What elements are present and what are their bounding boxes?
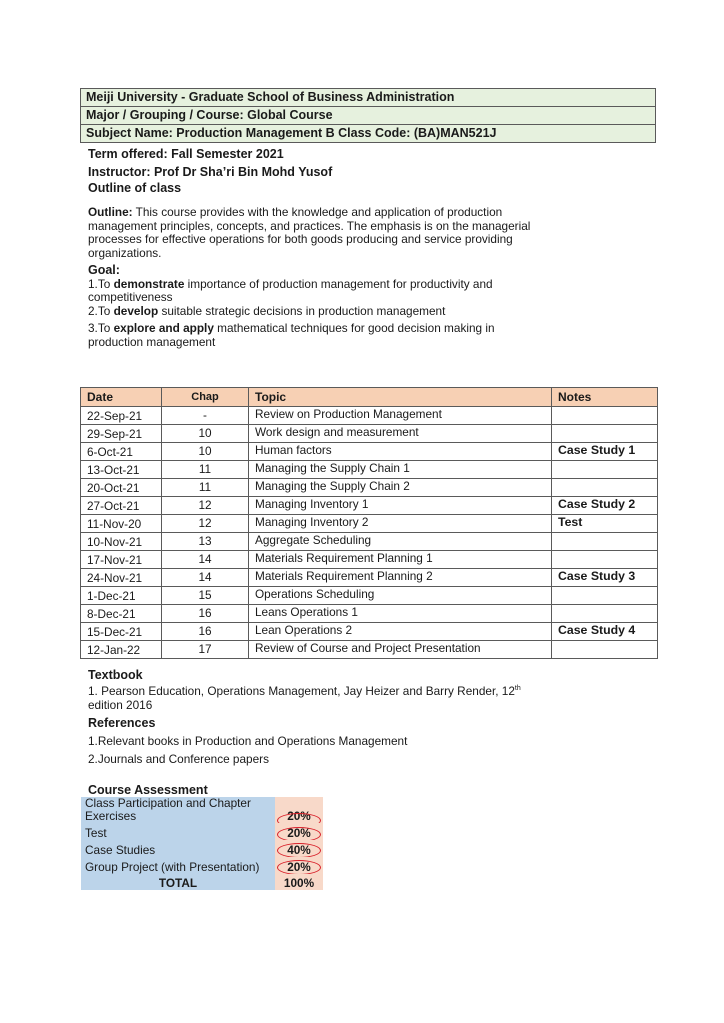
schedule-row xyxy=(81,605,658,623)
assessment-value: 20% xyxy=(275,823,323,840)
schedule-topic: Leans Operations 1 xyxy=(249,605,552,623)
assessment-value: 20% xyxy=(275,797,323,823)
total-label: TOTAL xyxy=(81,874,275,890)
schedule-chap: 10 xyxy=(162,443,249,461)
schedule-notes: Test xyxy=(552,515,658,533)
schedule-chap: - xyxy=(162,407,249,425)
schedule-topic: Review of Course and Project Presentation xyxy=(249,641,552,659)
course-meta xyxy=(88,146,332,196)
schedule-date: 17-Nov-21 xyxy=(81,551,162,569)
reference-item: 1.Relevant books in Production and Operations Management xyxy=(88,733,408,748)
col-chap: Chap xyxy=(162,388,249,407)
goal-item: 1.To demonstrate importance of production management for productivity and competitiveness xyxy=(88,276,493,304)
schedule-date: 24-Nov-21 xyxy=(81,569,162,587)
schedule-date: 8-Dec-21 xyxy=(81,605,162,623)
schedule-notes: Case Study 1 xyxy=(552,443,658,461)
schedule-notes: Case Study 2 xyxy=(552,497,658,515)
schedule-chap: 16 xyxy=(162,623,249,641)
schedule-row xyxy=(81,425,658,443)
schedule-notes xyxy=(552,461,658,479)
assessment-value: 20% xyxy=(275,857,323,874)
schedule-notes xyxy=(552,533,658,551)
schedule-topic: Materials Requirement Planning 1 xyxy=(249,551,552,569)
schedule-row xyxy=(81,443,658,461)
schedule-topic: Aggregate Scheduling xyxy=(249,533,552,551)
textbook-entry: 1. Pearson Education, Operations Management, Jay Heizer and Barry Render, 12th edition 2016 xyxy=(88,683,521,712)
schedule-chap: 14 xyxy=(162,551,249,569)
assessment-label: Test xyxy=(81,823,275,840)
schedule-topic: Operations Scheduling xyxy=(249,587,552,605)
col-topic: Topic xyxy=(249,388,552,407)
assessment-row xyxy=(81,840,323,857)
schedule-notes xyxy=(552,479,658,497)
schedule-row xyxy=(81,569,658,587)
schedule-row xyxy=(81,641,658,659)
col-date: Date xyxy=(81,388,162,407)
schedule-chap: 14 xyxy=(162,569,249,587)
assessment-total-row xyxy=(81,874,323,890)
total-value: 100% xyxy=(275,874,323,890)
subject-name: Subject Name: Production Management B Class Code: (BA)MAN521J xyxy=(81,125,656,143)
goal-item: 3.To explore and apply mathematical techniques for good decision making in production management xyxy=(88,321,495,349)
assessment-label: Class Participation and Chapter Exercises xyxy=(81,797,275,823)
schedule-chap: 12 xyxy=(162,515,249,533)
schedule-date: 22-Sep-21 xyxy=(81,407,162,425)
schedule-chap: 10 xyxy=(162,425,249,443)
schedule-chap: 12 xyxy=(162,497,249,515)
assessment-heading: Course Assessment xyxy=(88,783,208,797)
schedule-chap: 13 xyxy=(162,533,249,551)
schedule-date: 11-Nov-20 xyxy=(81,515,162,533)
schedule-date: 27-Oct-21 xyxy=(81,497,162,515)
schedule-notes xyxy=(552,641,658,659)
schedule-chap: 17 xyxy=(162,641,249,659)
schedule-chap: 11 xyxy=(162,479,249,497)
schedule-notes xyxy=(552,407,658,425)
schedule-row xyxy=(81,461,658,479)
schedule-table xyxy=(80,387,658,659)
instructor: Instructor: Prof Dr Sha’ri Bin Mohd Yusof xyxy=(88,165,333,179)
schedule-date: 13-Oct-21 xyxy=(81,461,162,479)
schedule-chap: 15 xyxy=(162,587,249,605)
schedule-date: 29-Sep-21 xyxy=(81,425,162,443)
schedule-topic: Human factors xyxy=(249,443,552,461)
goal-heading: Goal: xyxy=(88,263,120,277)
goal-item: 2.To develop suitable strategic decisions in production management xyxy=(88,303,446,318)
schedule-date: 15-Dec-21 xyxy=(81,623,162,641)
course-header-table xyxy=(80,88,656,143)
schedule-date: 20-Oct-21 xyxy=(81,479,162,497)
schedule-header-row xyxy=(81,388,658,407)
outline-label: Outline: xyxy=(88,205,133,219)
assessment-row xyxy=(81,857,323,874)
course-grouping: Major / Grouping / Course: Global Course xyxy=(81,107,656,125)
schedule-row xyxy=(81,551,658,569)
assessment-row xyxy=(81,823,323,840)
schedule-topic: Managing the Supply Chain 2 xyxy=(249,479,552,497)
assessment-row xyxy=(81,797,323,823)
schedule-notes xyxy=(552,551,658,569)
schedule-topic: Managing Inventory 2 xyxy=(249,515,552,533)
assessment-label: Case Studies xyxy=(81,840,275,857)
schedule-topic: Managing Inventory 1 xyxy=(249,497,552,515)
term-offered: Term offered: Fall Semester 2021 xyxy=(88,147,284,161)
schedule-chap: 16 xyxy=(162,605,249,623)
outline-heading: Outline of class xyxy=(88,181,182,195)
outline-section xyxy=(88,206,548,349)
schedule-notes xyxy=(552,425,658,443)
schedule-row xyxy=(81,515,658,533)
schedule-notes xyxy=(552,587,658,605)
schedule-topic: Lean Operations 2 xyxy=(249,623,552,641)
schedule-date: 12-Jan-22 xyxy=(81,641,162,659)
schedule-row xyxy=(81,587,658,605)
schedule-row xyxy=(81,623,658,641)
references-section xyxy=(88,668,558,766)
schedule-date: 6-Oct-21 xyxy=(81,443,162,461)
references-heading: References xyxy=(88,715,156,730)
schedule-date: 1-Dec-21 xyxy=(81,587,162,605)
schedule-notes: Case Study 4 xyxy=(552,623,658,641)
assessment-table xyxy=(81,797,323,890)
schedule-topic: Materials Requirement Planning 2 xyxy=(249,569,552,587)
university-name: Meiji University - Graduate School of Business Administration xyxy=(81,89,656,107)
schedule-notes xyxy=(552,605,658,623)
schedule-row xyxy=(81,533,658,551)
schedule-date: 10-Nov-21 xyxy=(81,533,162,551)
schedule-notes: Case Study 3 xyxy=(552,569,658,587)
schedule-row xyxy=(81,479,658,497)
assessment-value: 40% xyxy=(275,840,323,857)
textbook-heading: Textbook xyxy=(88,668,143,682)
reference-item: 2.Journals and Conference papers xyxy=(88,751,270,766)
outline-paragraph xyxy=(88,206,548,260)
schedule-row xyxy=(81,497,658,515)
assessment-label: Group Project (with Presentation) xyxy=(81,857,275,874)
outline-text: This course provides with the knowledge and application of production management principles, concepts, and practices. The emphasis is on the managerial processes for effective operations for both goods producing and service providing organizations. xyxy=(88,205,531,260)
schedule-topic: Review on Production Management xyxy=(249,407,552,425)
schedule-topic: Managing the Supply Chain 1 xyxy=(249,461,552,479)
schedule-chap: 11 xyxy=(162,461,249,479)
col-notes: Notes xyxy=(552,388,658,407)
schedule-row xyxy=(81,407,658,425)
schedule-topic: Work design and measurement xyxy=(249,425,552,443)
